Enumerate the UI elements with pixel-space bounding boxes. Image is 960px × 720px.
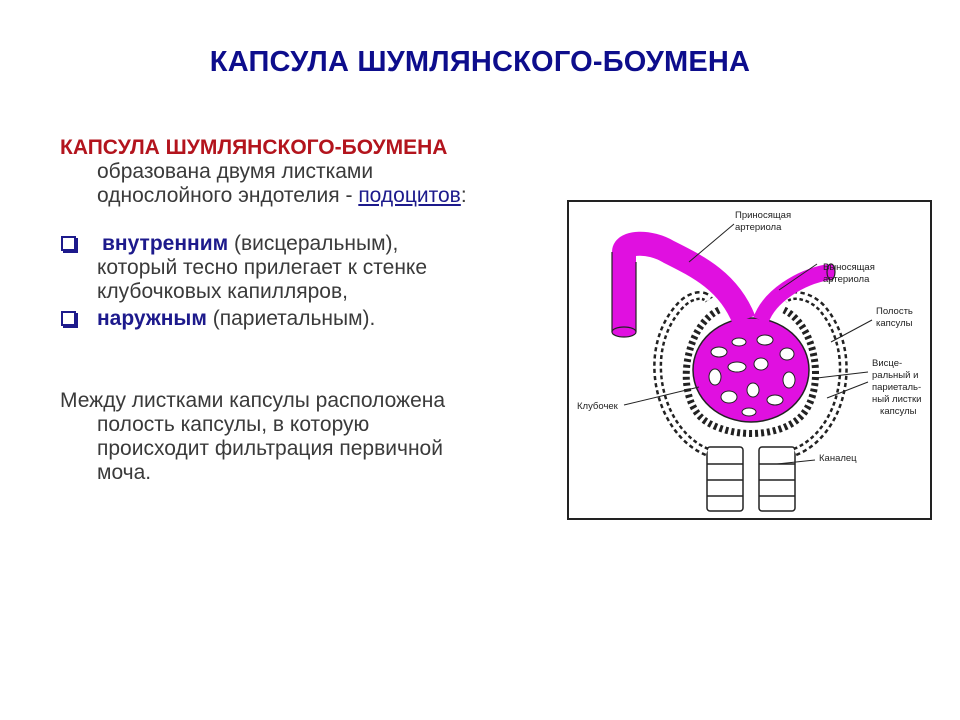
- intro-line-2-post: :: [460, 184, 467, 207]
- label-sheets-1: Висце-: [872, 358, 903, 369]
- label-sheets-2: ральный и: [872, 370, 919, 381]
- paragraph-line-3: происходит фильтрация первичной: [97, 437, 443, 460]
- bullet-2-rest1: (париетальным).: [206, 307, 376, 330]
- cavity-paragraph: [60, 389, 550, 485]
- bullet-1-rest2: который тесно прилегает к стенке: [97, 256, 428, 279]
- label-sheets-4: ный листки: [872, 394, 922, 405]
- bullet-item-outer: [60, 307, 550, 331]
- label-sheets-3: париеталь-: [872, 382, 922, 393]
- label-efferent-2: артериола: [823, 274, 870, 285]
- bullet-1-bold: внутренним: [102, 232, 229, 255]
- label-afferent-1: Приносящая: [735, 210, 792, 221]
- glomerulus: [693, 318, 809, 422]
- tubule: [707, 447, 795, 511]
- bowman-capsule-diagram: [567, 200, 932, 520]
- label-afferent-2: артериола: [735, 222, 782, 233]
- diagram-svg: [569, 202, 930, 518]
- intro-line-1: образована двумя листками: [97, 160, 374, 183]
- bullet-1-rest3: клубочковых капилляров,: [97, 280, 348, 303]
- label-cavity-2: капсулы: [876, 318, 913, 329]
- label-efferent-1: Выносящая: [823, 262, 875, 273]
- label-tubule: Каналец: [819, 453, 857, 464]
- bullet-1-rest1: (висцеральным),: [228, 232, 399, 255]
- paragraph-line-4: моча.: [97, 461, 152, 484]
- afferent-arteriole-end: [612, 327, 636, 337]
- checkbox-bullet-icon: [61, 311, 76, 326]
- intro-paragraph: [60, 136, 550, 208]
- checkbox-bullet-icon: [61, 236, 76, 251]
- paragraph-line-1: Между листками капсулы расположена: [60, 389, 446, 412]
- paragraph-line-2: полость капсулы, в которую: [97, 413, 370, 436]
- text-body: [60, 136, 550, 485]
- label-sheets-5: капсулы: [880, 406, 917, 417]
- intro-line-2-pre: однослойного эндотелия -: [97, 184, 359, 207]
- label-cavity-1: Полость: [876, 306, 913, 317]
- afferent-arteriole: [624, 244, 744, 332]
- page-title: КАПСУЛА ШУМЛЯНСКОГО-БОУМЕНА: [209, 46, 751, 78]
- bullet-2-bold: наружным: [97, 307, 207, 330]
- label-glomerulus: Клубочек: [577, 401, 618, 412]
- intro-line-2: [60, 184, 467, 208]
- podocytes-link[interactable]: подоцитов: [358, 184, 461, 207]
- intro-heading: КАПСУЛА ШУМЛЯНСКОГО-БОУМЕНА: [60, 136, 448, 159]
- bullet-item-inner: [60, 232, 550, 304]
